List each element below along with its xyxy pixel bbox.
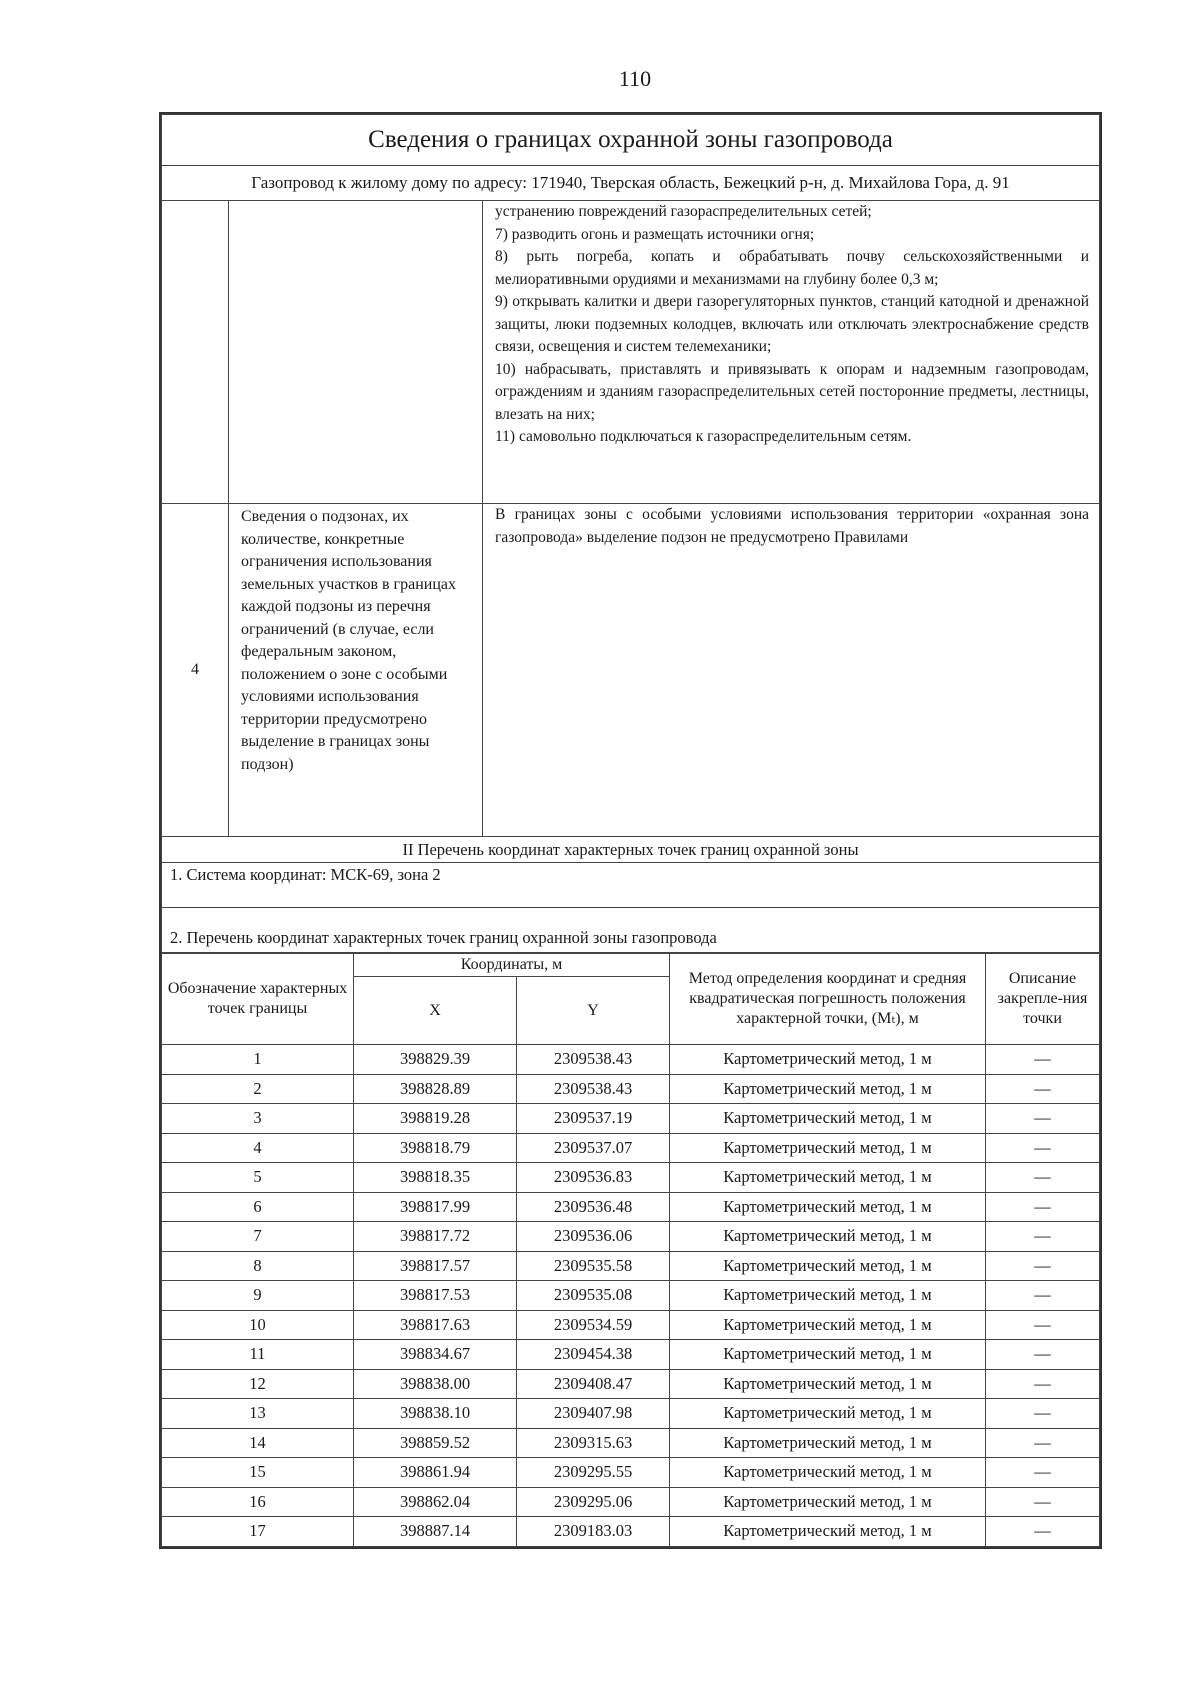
coord-y: 2309407.98 [517, 1399, 670, 1429]
coord-x: 398817.53 [354, 1281, 517, 1311]
description-cell: — [986, 1133, 1100, 1163]
point-number: 2 [162, 1074, 354, 1104]
table-row [162, 1458, 1100, 1488]
table-row [162, 1310, 1100, 1340]
coordinates-table [161, 953, 1100, 1547]
coord-x: 398862.04 [354, 1487, 517, 1517]
description-cell: — [986, 1192, 1100, 1222]
coord-x: 398887.14 [354, 1517, 517, 1547]
point-number: 17 [162, 1517, 354, 1547]
restriction-item: 8) рыть погреба, копать и обрабатывать почву сельскохозяйственными и мелиоративными орудиями и механизмами на глубину более 0,3 м; [495, 248, 1089, 288]
coord-y: 2309315.63 [517, 1428, 670, 1458]
coord-y: 2309183.03 [517, 1517, 670, 1547]
point-number: 3 [162, 1104, 354, 1134]
document-title: Сведения о границах охранной зоны газопровода [162, 115, 1100, 166]
restriction-item: устранению повреждений газораспределительных сетей; [495, 203, 872, 220]
coordinate-list-title: 2. Перечень координат характерных точек границ охранной зоны газопровода [162, 908, 1100, 953]
table-row [162, 1399, 1100, 1429]
point-number: 4 [162, 1133, 354, 1163]
coord-x: 398838.10 [354, 1399, 517, 1429]
header-coords: Координаты, м [354, 954, 670, 977]
coord-x: 398818.79 [354, 1133, 517, 1163]
row4-label: Сведения о подзонах, их количестве, конкретные ограничения использования земельных участков в границах каждой подзоны из перечня ограничений (в случае, если федеральным законом, положением о зоне с особыми условиями использования территории предусмотрено выделение в границах зоны подзон) [229, 504, 483, 837]
table-row [162, 1045, 1100, 1075]
point-number: 12 [162, 1369, 354, 1399]
method-cell: Картометрический метод, 1 м [670, 1310, 986, 1340]
restriction-item: 11) самовольно подключаться к газораспределительным сетям. [495, 428, 912, 445]
method-cell: Картометрический метод, 1 м [670, 1222, 986, 1252]
coord-y: 2309538.43 [517, 1074, 670, 1104]
point-number: 9 [162, 1281, 354, 1311]
header-y: Y [517, 977, 670, 1045]
coord-y: 2309408.47 [517, 1369, 670, 1399]
method-cell: Картометрический метод, 1 м [670, 1104, 986, 1134]
coord-y: 2309534.59 [517, 1310, 670, 1340]
header-point: Обозначение характерных точек границы [162, 954, 354, 1045]
table-row [162, 1487, 1100, 1517]
coord-x: 398829.39 [354, 1045, 517, 1075]
point-number: 7 [162, 1222, 354, 1252]
method-cell: Картометрический метод, 1 м [670, 1399, 986, 1429]
coord-y: 2309537.19 [517, 1104, 670, 1134]
restriction-item: 9) открывать калитки и двери газорегуляторных пунктов, станций катодной и дренажной защиты, люки подземных колодцев, включать или отключать электроснабжение средств связи, освещения и систем телемеханики; [495, 293, 1089, 355]
header-description: Описание закрепле-ния точки [986, 954, 1100, 1045]
table-row [162, 1133, 1100, 1163]
coord-y: 2309454.38 [517, 1340, 670, 1370]
method-cell: Картометрический метод, 1 м [670, 1192, 986, 1222]
description-cell: — [986, 1251, 1100, 1281]
coord-y: 2309535.58 [517, 1251, 670, 1281]
description-cell: — [986, 1310, 1100, 1340]
coord-y: 2309295.55 [517, 1458, 670, 1488]
coord-x: 398817.57 [354, 1251, 517, 1281]
coord-x: 398861.94 [354, 1458, 517, 1488]
coord-x: 398819.28 [354, 1104, 517, 1134]
section-title: II Перечень координат характерных точек границ охранной зоны [162, 837, 1100, 863]
description-cell: — [986, 1104, 1100, 1134]
method-cell: Картометрический метод, 1 м [670, 1281, 986, 1311]
point-number: 10 [162, 1310, 354, 1340]
row4-number: 4 [162, 504, 229, 837]
point-number: 11 [162, 1340, 354, 1370]
restrictions-list [483, 201, 1100, 504]
coord-x: 398817.63 [354, 1310, 517, 1340]
point-number: 8 [162, 1251, 354, 1281]
point-number: 16 [162, 1487, 354, 1517]
table-row [162, 1222, 1100, 1252]
point-number: 15 [162, 1458, 354, 1488]
table-row [162, 1074, 1100, 1104]
page-number: 110 [618, 66, 652, 91]
description-cell: — [986, 1399, 1100, 1429]
restriction-item: 10) набрасывать, приставлять и привязывать к опорам и надземным газопроводам, ограждениям и зданиям газораспределительных сетей посторонние предметы, лестницы, влезать на них; [495, 360, 1089, 423]
coord-x: 398817.72 [354, 1222, 517, 1252]
method-cell: Картометрический метод, 1 м [670, 1369, 986, 1399]
method-cell: Картометрический метод, 1 м [670, 1340, 986, 1370]
coord-y: 2309535.08 [517, 1281, 670, 1311]
coord-y: 2309536.83 [517, 1163, 670, 1193]
restriction-item: 7) разводить огонь и размещать источники огня; [495, 225, 815, 243]
document-subtitle: Газопровод к жилому дому по адресу: 171940, Тверская область, Бежецкий р-н, д. Михайлова Гора, д. 91 [162, 166, 1100, 201]
point-number: 6 [162, 1192, 354, 1222]
description-cell: — [986, 1517, 1100, 1547]
method-cell: Картометрический метод, 1 м [670, 1517, 986, 1547]
point-number: 14 [162, 1428, 354, 1458]
header-method: Метод определения координат и средняя квадратическая погрешность положения характерной точки, (Mₜ), м [670, 954, 986, 1045]
document-frame [159, 112, 1102, 1549]
coord-x: 398859.52 [354, 1428, 517, 1458]
coord-x: 398817.99 [354, 1192, 517, 1222]
method-cell: Картометрический метод, 1 м [670, 1074, 986, 1104]
table-row [162, 1517, 1100, 1547]
table-row [162, 1369, 1100, 1399]
method-cell: Картометрический метод, 1 м [670, 1428, 986, 1458]
method-cell: Картометрический метод, 1 м [670, 1458, 986, 1488]
row3-number-cell [162, 201, 229, 504]
method-cell: Картометрический метод, 1 м [670, 1133, 986, 1163]
table-row [162, 1251, 1100, 1281]
point-number: 13 [162, 1399, 354, 1429]
table-row [162, 1340, 1100, 1370]
table-row [162, 1428, 1100, 1458]
coord-y: 2309295.06 [517, 1487, 670, 1517]
description-cell: — [986, 1045, 1100, 1075]
table-row [162, 1104, 1100, 1134]
header-x: X [354, 977, 517, 1045]
coord-x: 398828.89 [354, 1074, 517, 1104]
description-cell: — [986, 1487, 1100, 1517]
description-cell: — [986, 1340, 1100, 1370]
coord-y: 2309536.48 [517, 1192, 670, 1222]
table-row [162, 1192, 1100, 1222]
coordinates-body [162, 1045, 1100, 1547]
method-cell: Картометрический метод, 1 м [670, 1045, 986, 1075]
table-row [162, 1163, 1100, 1193]
coordinate-system: 1. Система координат: МСК-69, зона 2 [162, 863, 1100, 908]
point-number: 5 [162, 1163, 354, 1193]
row3-label-cell [229, 201, 483, 504]
description-cell: — [986, 1281, 1100, 1311]
table-row [162, 1281, 1100, 1311]
coord-y: 2309536.06 [517, 1222, 670, 1252]
description-cell: — [986, 1074, 1100, 1104]
description-cell: — [986, 1428, 1100, 1458]
point-number: 1 [162, 1045, 354, 1075]
description-cell: — [986, 1222, 1100, 1252]
coord-x: 398818.35 [354, 1163, 517, 1193]
row4-value: В границах зоны с особыми условиями использования территории «охранная зона газопровода» выделение подзон не предусмотрено Правилами [483, 504, 1100, 837]
method-cell: Картометрический метод, 1 м [670, 1163, 986, 1193]
coord-y: 2309538.43 [517, 1045, 670, 1075]
info-table [161, 114, 1100, 953]
description-cell: — [986, 1369, 1100, 1399]
coord-x: 398838.00 [354, 1369, 517, 1399]
description-cell: — [986, 1458, 1100, 1488]
description-cell: — [986, 1163, 1100, 1193]
method-cell: Картометрический метод, 1 м [670, 1487, 986, 1517]
coord-x: 398834.67 [354, 1340, 517, 1370]
coord-y: 2309537.07 [517, 1133, 670, 1163]
method-cell: Картометрический метод, 1 м [670, 1251, 986, 1281]
